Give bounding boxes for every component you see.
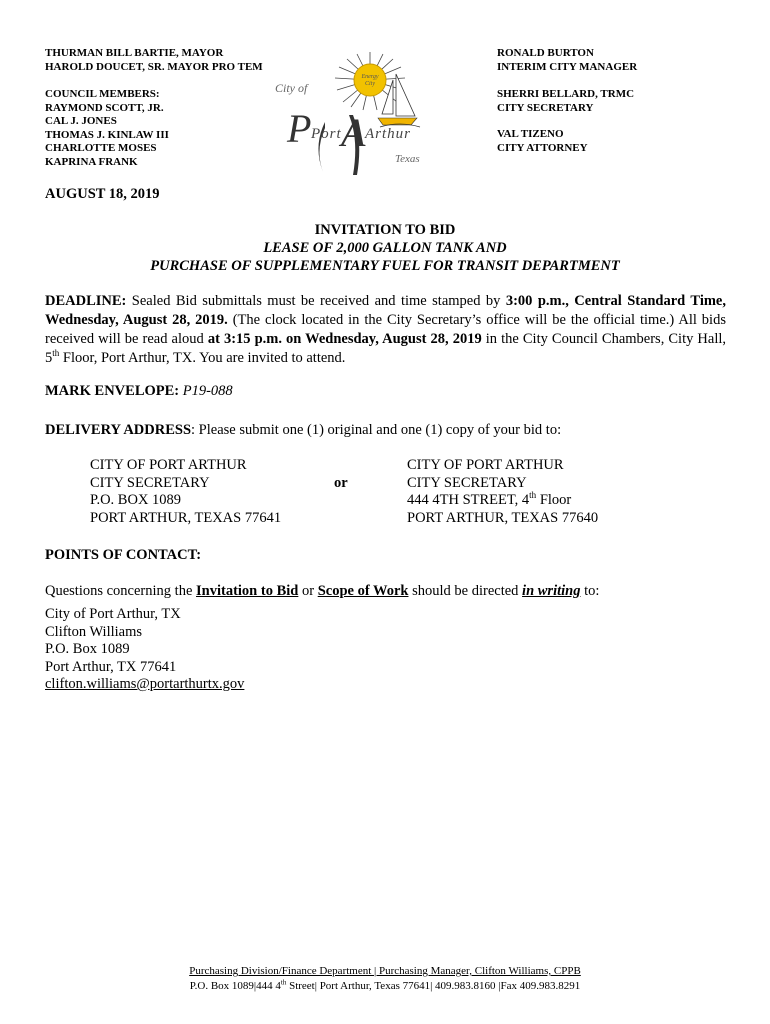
deadline-label: DEADLINE: (45, 293, 127, 309)
in-writing-emphasis: in writing (522, 583, 581, 599)
questions-line: Questions concerning the Invitation to Bid or Scope of Work should be directed in writing to: (45, 583, 600, 599)
contact-email-link[interactable]: clifton.williams@portarthurtx.gov (45, 676, 245, 692)
contact-line: City of Port Arthur, TX (45, 606, 181, 622)
scope-of-work-link: Scope of Work (317, 583, 409, 599)
council-member: KAPRINA FRANK (45, 155, 138, 168)
svg-text:Energy: Energy (361, 74, 379, 80)
council-member: CAL J. JONES (45, 115, 117, 127)
svg-text:Texas: Texas (395, 153, 420, 165)
delivery-address-line: DELIVERY ADDRESS: Please submit one (1) original and one (1) copy of your bid to: (45, 422, 562, 438)
street-address: CITY OF PORT ARTHUR CITY SECRETARY 444 4TH STREET, 4th Floor PORT ARTHUR, TEXAS 77640 (407, 457, 599, 526)
city-attorney-block (497, 128, 588, 155)
logo-port-text: Port (311, 126, 342, 142)
contact-block (45, 606, 244, 694)
city-secretary-block (497, 88, 634, 115)
mayor-pro-tem-line: HAROLD DOUCET, SR. MAYOR PRO TEM (45, 60, 263, 73)
official-name: RONALD BURTON (497, 47, 594, 59)
document-title: INVITATION TO BID (314, 222, 456, 238)
header-left-officials (45, 47, 263, 74)
points-of-contact-heading: POINTS OF CONTACT: (45, 547, 202, 563)
footer-address: P.O. Box 1089|444 4th Street| Port Arthur, Texas 77641| 409.983.8160 |Fax 409.983.8291 (189, 978, 581, 992)
council-member: RAYMOND SCOTT, JR. (45, 101, 164, 114)
document-subtitle: LEASE OF 2,000 GALLON TANK AND (263, 240, 507, 256)
contact-line: Port Arthur, TX 77641 (45, 658, 177, 675)
or-separator: or (334, 475, 348, 491)
svg-text:City: City (365, 81, 375, 87)
logo-a-glyph: A (341, 110, 366, 155)
bid-number: P19-088 (182, 383, 233, 399)
official-name: SHERRI BELLARD, TRMC (497, 88, 635, 100)
footer (0, 964, 770, 994)
delivery-label: DELIVERY ADDRESS (45, 422, 192, 438)
mark-envelope-label: MARK ENVELOPE: (45, 383, 180, 399)
logo-arthur-text: Arthur (365, 126, 412, 142)
footer-department: Purchasing Division/Finance Department | Purchasing Manager, Clifton Williams, CPPB (189, 965, 581, 977)
council-members-block (45, 88, 169, 169)
svg-text:City of: City of (275, 81, 308, 95)
council-member: THOMAS J. KINLAW III (45, 128, 169, 141)
mayor-line: THURMAN BILL BARTIE, MAYOR (45, 47, 224, 59)
contact-line: Clifton Williams (45, 623, 143, 640)
mailing-address: CITY OF PORT ARTHUR CITY SECRETARY P.O. BOX 1089 PORT ARTHUR, TEXAS 77641 (90, 457, 282, 526)
invitation-to-bid-link: Invitation to Bid (196, 583, 299, 599)
document-title-block (0, 221, 770, 275)
city-logo (265, 50, 455, 190)
official-title: CITY ATTORNEY (497, 141, 588, 154)
logo-p-glyph: P (287, 106, 312, 151)
mark-envelope-line (45, 382, 726, 401)
sun-icon (354, 64, 386, 96)
official-title: CITY SECRETARY (497, 101, 594, 114)
council-heading: COUNCIL MEMBERS: (45, 88, 160, 100)
deadline-paragraph: DEADLINE: Sealed Bid submittals must be received and time stamped by 3:00 p.m., Central Standard Time, Wednesday, August 28, 2019. (The clock located in the City Secretary’s office will be the official time.) All bids received will be read aloud at 3:15 p.m. on Wednesday, August 28, 2019 in the City Council Chambers, City Hall, 5th Floor, Port Arthur, TX. You are invited to attend. (45, 293, 727, 366)
city-manager-block (497, 47, 637, 74)
document-subtitle: PURCHASE OF SUPPLEMENTARY FUEL FOR TRANSIT DEPARTMENT (150, 258, 620, 274)
document-date: AUGUST 18, 2019 (45, 186, 160, 202)
official-title: INTERIM CITY MANAGER (497, 60, 638, 73)
council-member: CHARLOTTE MOSES (45, 142, 157, 154)
official-name: VAL TIZENO (497, 128, 564, 140)
contact-line: P.O. Box 1089 (45, 641, 130, 657)
